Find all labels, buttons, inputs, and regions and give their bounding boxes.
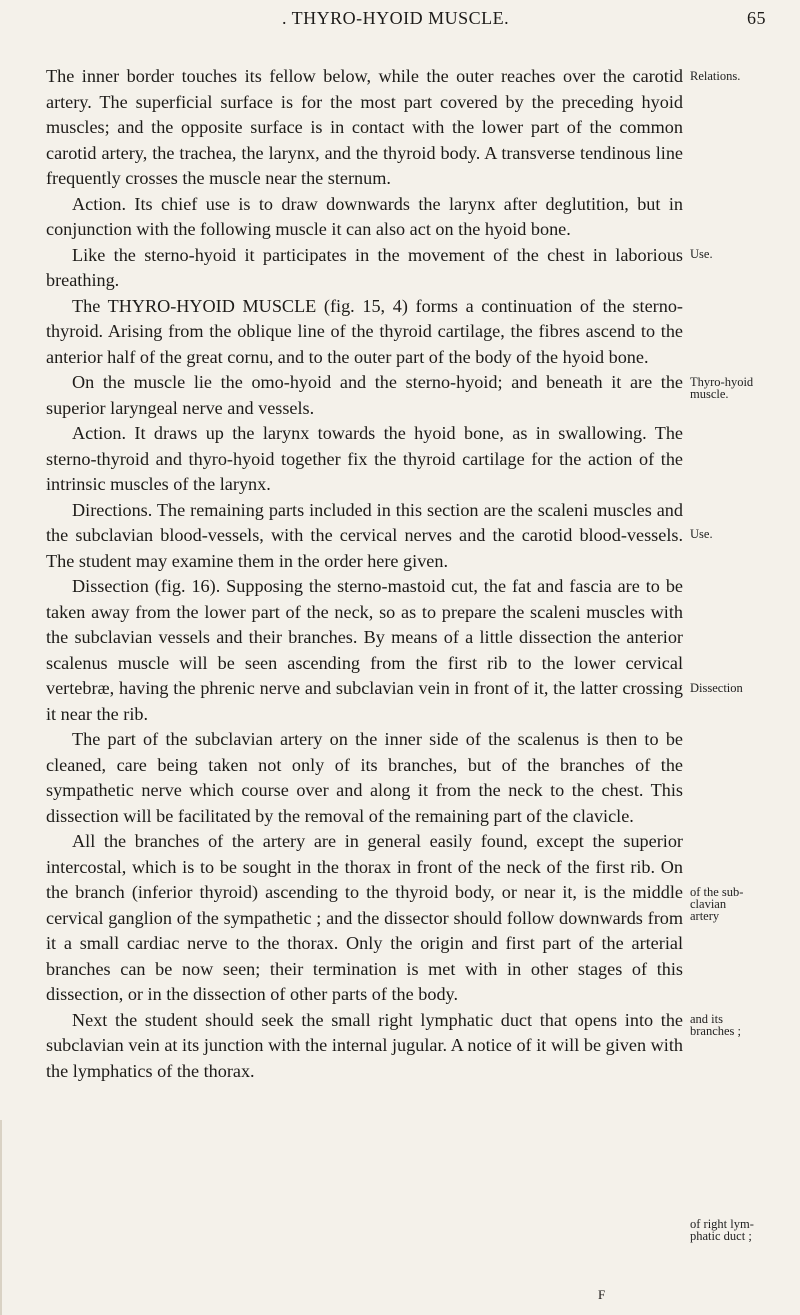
signature-mark: F: [598, 1287, 606, 1302]
paragraph-directions: Directions. The remaining parts included in this section are the scaleni muscles and the subclavian blood-vessels, with the cervical nerves and the carotid blood-vessels. The student may examine them in the order here given.: [46, 499, 683, 571]
running-title: . THYRO-HYOID MUSCLE.: [282, 8, 510, 28]
paragraph-subclavian-artery: The part of the subclavian artery on the inner side of the scalenus is then to be cleaned, care being taken not only of its branches, but of the branches of the sympathetic nerve which course over and along it from the neck to the chest. This dissection will be facilitated by the removal of the remaining part of the clavicle.: [46, 729, 683, 826]
paragraph-relations: The inner border touches its fellow below, while the outer reaches over the carotid artery. The superficial surface is for the most part covered by the preceding hyoid muscles; and the opposite surface is in contact with the lower part of the common carotid artery, the trachea, the larynx, and the thyroid body. A transverse tendinous line frequently crosses the muscle near the sternum.: [46, 66, 683, 188]
body-text: [46, 64, 683, 1084]
margin-note-lymphatic-duct: of right lym- phatic duct ;: [690, 1217, 754, 1243]
paragraph-breathing: Like the sterno-hyoid it participates in the movement of the chest in laborious breathing.: [46, 244, 683, 290]
margin-note-thyro-hyoid: Thyro-hyoid muscle.: [690, 375, 754, 401]
paragraph-action-2: Action. It draws up the larynx towards the hyoid bone, as in swallowing. The sterno-thyroid and thyro-hyoid together fix the thyroid cartilage for the action of the intrinsic muscles of the larynx.: [46, 423, 683, 494]
margin-note-relations: Relations.: [690, 69, 741, 83]
paragraph-thyro-hyoid: The THYRO-HYOID MUSCLE (fig. 15, 4) forms a continuation of the sterno-thyroid. Arising from the oblique line of the thyroid cartilage, the fibres ascend to the anterior half of the great cornu, and to the outer part of the body of the hyoid bone.: [46, 295, 683, 367]
paragraph-muscle-relations: On the muscle lie the omo-hyoid and the sterno-hyoid; and beneath it are the superior laryngeal nerve and vessels.: [46, 372, 683, 418]
paragraph-lymphatic-duct: Next the student should seek the small right lymphatic duct that opens into the subclavian vein at its junction with the internal jugular. A notice of it will be given with the lymphatics of the thorax.: [46, 1009, 683, 1081]
margin-note-use-1: Use.: [690, 247, 713, 261]
margin-note-branches: and its branches ;: [690, 1012, 742, 1038]
margin-note-subclavian-artery: of the sub- clavian artery: [690, 885, 744, 923]
paragraph-action-1: Action. Its chief use is to draw downwards the larynx after deglutition, but in conjunction with the following muscle it can also act on the hyoid bone.: [46, 193, 683, 239]
page-header: [38, 8, 766, 30]
page-number: 65: [747, 8, 766, 28]
page-edge-rule: [0, 1120, 2, 1315]
margin-note-dissection: Dissection: [690, 681, 743, 695]
margin-note-use-2: Use.: [690, 527, 713, 541]
paragraph-branches: All the branches of the artery are in general easily found, except the superior intercostal, which is to be sought in the thorax in front of the neck of the first rib. On the branch (inferior thyroid) ascending to the thyroid body, or near it, is the middle cervical ganglion of the sympathetic ; and the dissector should follow downwards from it a small cardiac nerve to the thorax. Only the origin and first part of the arterial branches can be now seen; their termination is met with in other stages of this dissection, or in the dissection of other parts of the body.: [46, 831, 683, 1004]
paragraph-dissection: Dissection (fig. 16). Supposing the sterno-mastoid cut, the fat and fascia are to be taken away from the lower part of the neck, so as to prepare the scaleni muscles with the subclavian vessels and their branches. By means of a little dissection the anterior scalenus muscle will be seen ascending from the first rib to the lower cervical vertebræ, having the phrenic nerve and subclavian vein in front of it, the latter crossing it near the rib.: [46, 576, 683, 724]
